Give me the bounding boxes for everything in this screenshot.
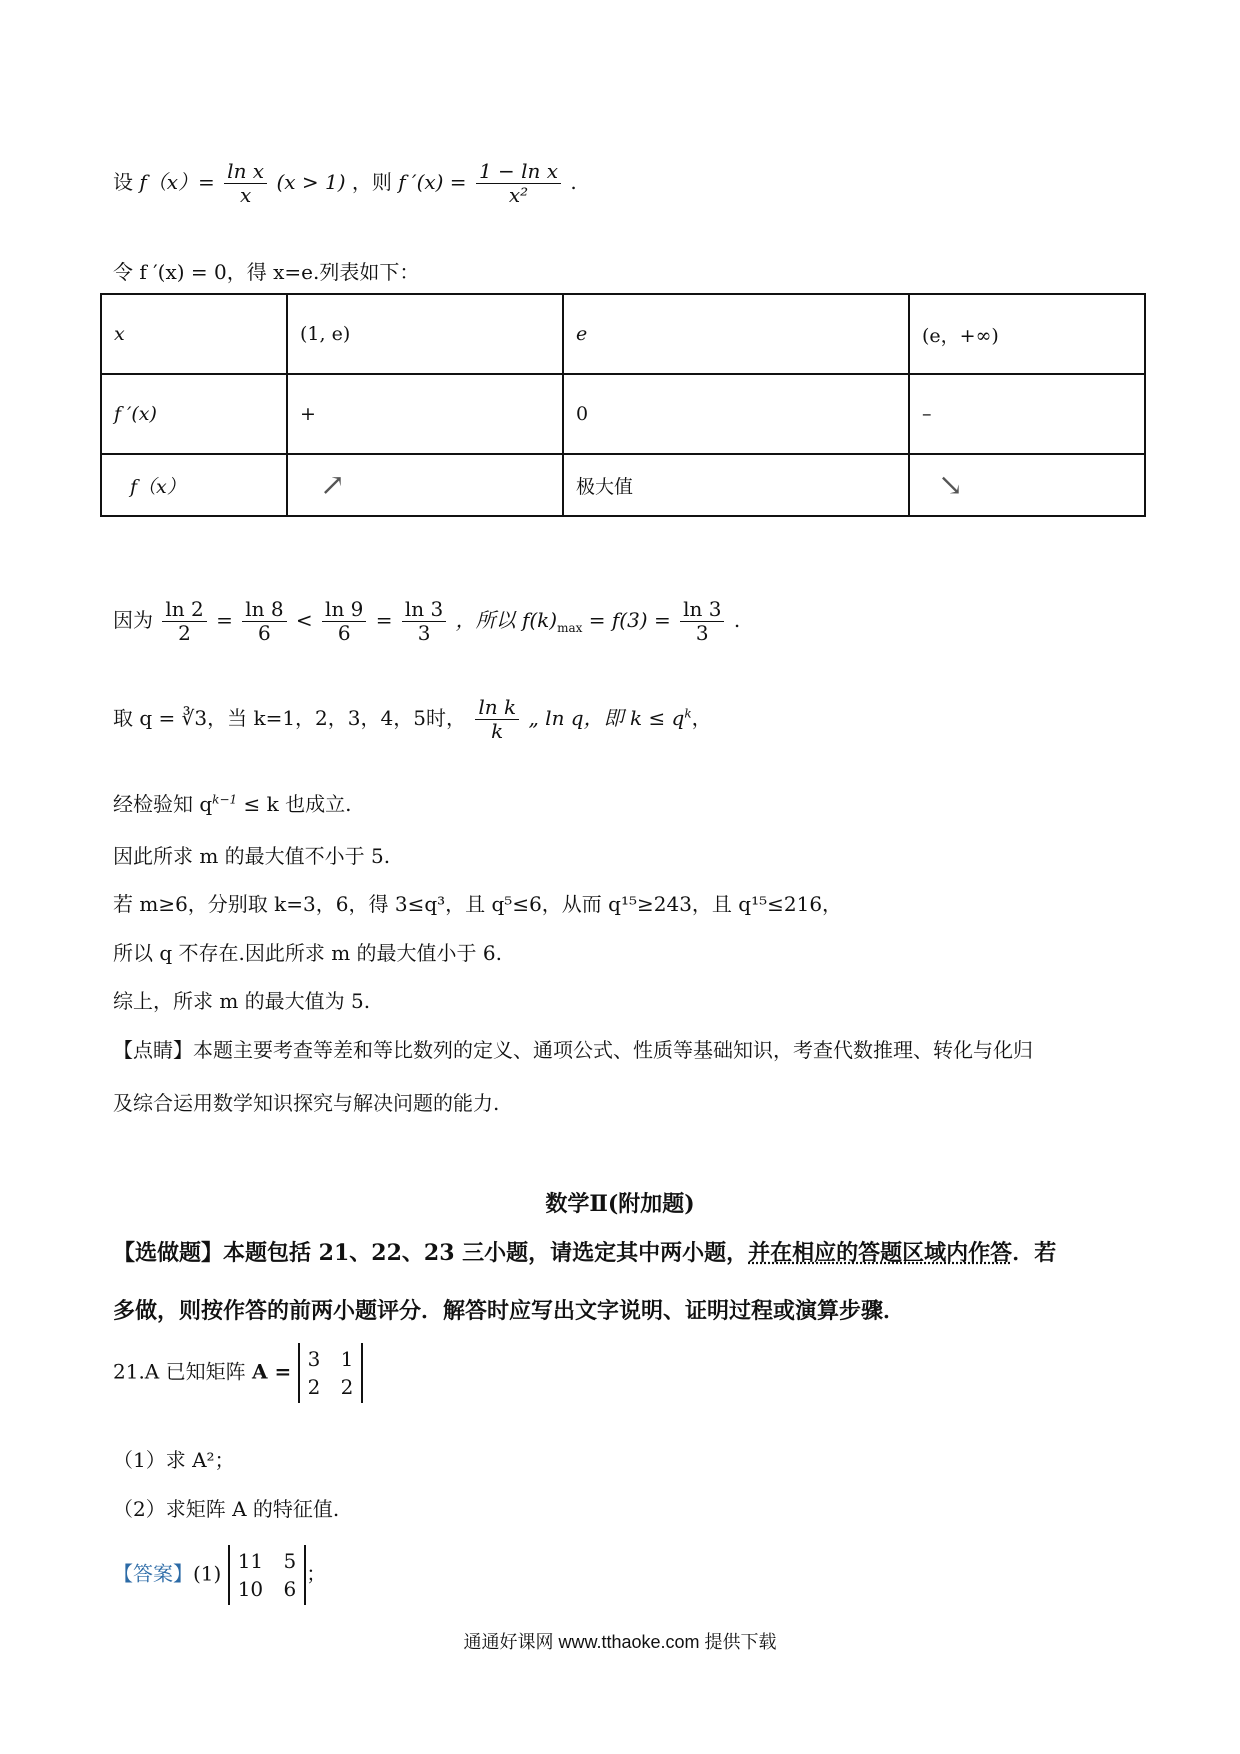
table-cell: 0 [563,374,909,454]
table-cell: + [287,374,563,454]
take-q-line [113,696,712,743]
answer-line [113,1545,326,1605]
text: ， [691,706,712,730]
table-row [101,294,1145,374]
text: . [570,170,577,194]
text: (1) [193,1561,222,1586]
text: ，则 [351,170,392,194]
text: 因为 [113,608,153,632]
formula-definition [113,160,577,207]
text: f ′(x) = [398,170,467,194]
table-cell: 极大值 [563,454,909,516]
commentary-line: 【点睛】本题主要考查等差和等比数列的定义、通项公式、性质等基础知识，考查代数推理、转化与化归 [113,1038,1033,1062]
text: 【选做题】本题包括 21、22、23 三小题，请选定其中两小题， [113,1240,749,1266]
arrow-up-right-icon: ↗ [320,467,346,503]
check-line [113,788,351,817]
fraction: $\frac{\text{1 − ln x}}{\text{x²}}$ [476,160,561,207]
question-1: （1）求 A²； [113,1448,235,1472]
table-cell: f（x） [101,454,287,516]
text-line: 所以 q 不存在.因此所求 m 的最大值小于 6. [113,941,502,965]
instructions-line-2: 多做，则按作答的前两小题评分．解答时应写出文字说明、证明过程或演算步骤． [113,1298,906,1324]
table-cell: f ′(x) [101,374,287,454]
fraction: $\frac{\ln 9}{6}$ [322,598,366,645]
fraction: $\frac{\ln 3}{3}$ [402,598,446,645]
fraction: $\frac{\text{ln k}}{k}$ [475,696,519,743]
arrow-down-right-icon: ↘ [938,467,964,503]
text: ≤ k 也成立. [237,792,352,816]
problem-statement [113,1343,363,1403]
text-line: 若 m≥6，分别取 k=3，6，得 3≤q³，且 q⁵≤6，从而 q¹⁵≥243，且 q¹⁵≤216， [113,892,843,916]
text: ．若 [1012,1240,1057,1266]
table-cell: (e，+∞) [909,294,1145,374]
text-line: 因此所求 m 的最大值不小于 5. [113,844,391,868]
fraction: $\frac{\ln 8}{6}$ [242,598,286,645]
answer-tag: 【答案】 [113,1561,193,1586]
section-title: 数学Ⅱ(附加题) [545,1191,695,1217]
table-cell: (1, e) [287,294,563,374]
table-cell [287,454,563,516]
question-2: （2）求矩阵 A 的特征值. [113,1497,340,1521]
table-cell: x [101,294,287,374]
text: „ ln q，即 k ≤ q [528,706,685,730]
text: k [684,706,692,721]
text: max [557,621,583,635]
text: 21.A 已知矩阵 [113,1359,246,1384]
text-line: 综上，所求 m 的最大值为 5. [113,989,371,1013]
table-cell [909,454,1145,516]
text: k−1 [212,792,238,807]
footer: 通通好课网 www.tthaoke.com 提供下载 [463,1632,777,1652]
text: ； [306,1561,327,1586]
text: 经检验知 q [113,792,213,816]
text: A = [251,1359,292,1384]
text: f（x）= [139,170,215,194]
variation-table [100,293,1146,517]
table-intro: 令 f ′(x) = 0，得 x=e.列表如下： [113,260,420,284]
fraction: $\frac{\text{ln x}}{x}$ [224,160,267,207]
instructions-line-1 [113,1236,1056,1267]
table-row [101,454,1145,516]
text: ，所以 f(k) [455,608,558,632]
table-cell: – [909,374,1145,454]
text: = f(3) = [582,608,671,632]
answer-matrix: 11 5 10 6 [228,1545,307,1605]
commentary-line: 及综合运用数学知识探究与解决问题的能力. [113,1091,500,1115]
text: 并在相应的答题区域内作答 [748,1240,1013,1266]
table-row [101,374,1145,454]
text: . [733,608,741,632]
matrix-a: 3 1 2 2 [298,1343,364,1403]
fraction: $\frac{\ln 2}{2}$ [162,598,206,645]
table-cell: e [563,294,909,374]
fraction: $\frac{\ln 3}{3}$ [680,598,724,645]
text: (x > 1) [276,170,346,194]
text: 取 q = ∛3，当 k=1，2，3，4，5时， [113,706,466,730]
comparison-line: 因为 $\frac{\ln 2}{2}$ = $\frac{\ln 8}{6}$ < $\frac{\ln 9}{6}$ = $\frac{\ln 3}{3}$ ，所以 $f(k)_{max} = f(3)$ = $\frac{\ln 3}{3}$ . [113,597,741,645]
text: 设 [113,170,133,194]
